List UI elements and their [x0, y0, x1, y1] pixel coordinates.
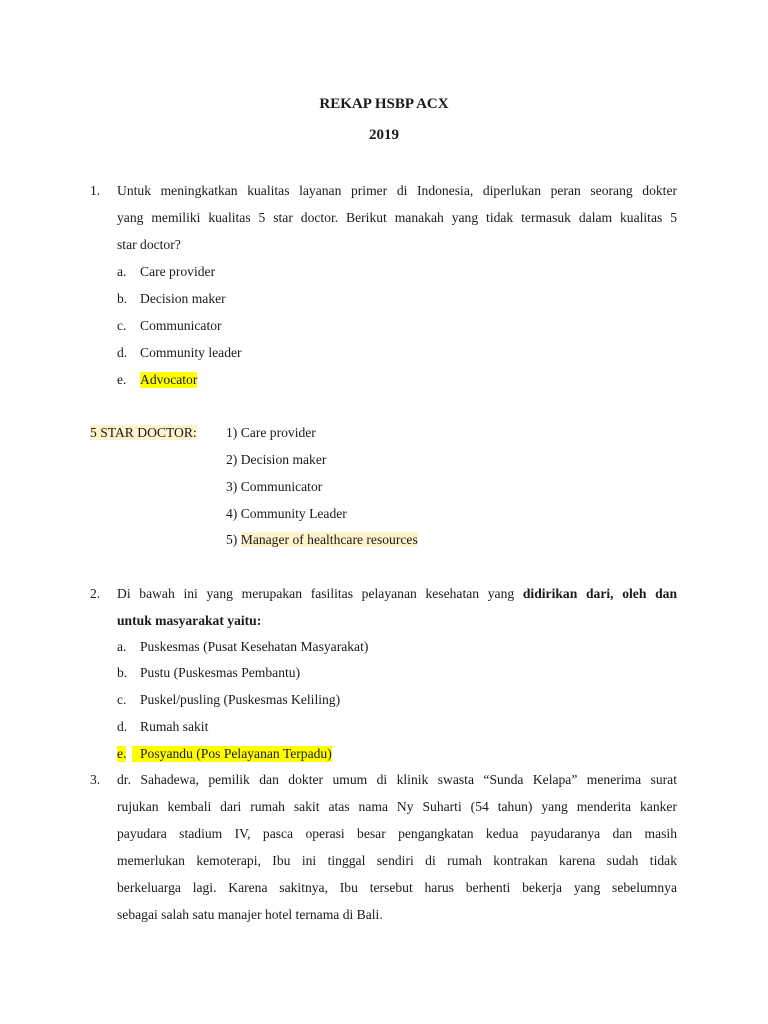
- option-letter: d.: [117, 719, 128, 734]
- answer-highlight: Posyandu (Pos Pelayanan Terpadu): [132, 746, 332, 762]
- question-line: rujukan kembali dari rumah sakit atas nama Ny Suharti (54 tahun) yang menderita kanker: [117, 799, 677, 814]
- question-line: payudara stadium IV, pasca operasi besar pengangkatan kedua payudaranya dan masih: [117, 826, 677, 841]
- star-doctor-item: 3) Communicator: [226, 479, 323, 494]
- option-letter: c.: [117, 692, 127, 707]
- option-text: Pustu (Puskesmas Pembantu): [140, 665, 301, 680]
- option-letter: d.: [117, 345, 128, 360]
- option-text: Communicator: [140, 318, 222, 333]
- star-doctor-item: 4) Community Leader: [226, 506, 347, 521]
- question-text: [117, 177, 677, 258]
- question-text: [117, 766, 677, 928]
- star-doctor-item: 5) Manager of healthcare resources: [226, 532, 418, 547]
- question-line: memerlukan kemoterapi, Ibu ini tinggal sendiri di rumah kontrakan karena sudah tidak: [117, 853, 677, 868]
- question-line: Di bawah ini yang merupakan fasilitas pelayanan kesehatan yang didirikan dari, oleh dan: [117, 586, 678, 601]
- option-text: Rumah sakit: [140, 719, 209, 734]
- question-line: dr. Sahadewa, pemilik dan dokter umum di klinik swasta “Sunda Kelapa” menerima surat: [117, 772, 677, 787]
- option-letter: e.: [117, 372, 127, 387]
- option-text: Care provider: [140, 264, 216, 279]
- document-year: 2019: [369, 127, 399, 143]
- answer-highlight: Manager of healthcare resources: [240, 532, 418, 547]
- question-line: yang memiliki kualitas 5 star doctor. Berikut manakah yang tidak termasuk dalam kualitas 5: [117, 210, 677, 225]
- question-line: sebagai salah satu manajer hotel ternama di Bali.: [117, 907, 383, 922]
- question-line: star doctor?: [117, 237, 181, 252]
- question-number: 1.: [90, 183, 101, 198]
- option-letter: e.: [117, 746, 127, 761]
- question-line: untuk masyarakat yaitu:: [117, 613, 262, 628]
- question-number: 2.: [90, 586, 101, 601]
- option-letter: b.: [117, 665, 128, 680]
- option-text: Puskel/pusling (Puskesmas Keliling): [140, 692, 341, 707]
- question-line: berkeluarga lagi. Karena sakitnya, Ibu tersebut harus berhenti bekerja yang sebelumnya: [117, 880, 677, 895]
- question-number: 3.: [90, 772, 101, 787]
- document-title: REKAP HSBP ACX: [319, 96, 449, 112]
- question-text: [117, 580, 677, 634]
- option-text: Community leader: [140, 345, 242, 360]
- option-letter: a.: [117, 639, 127, 654]
- option-letter: c.: [117, 318, 127, 333]
- answer-highlight: Advocator: [140, 372, 198, 387]
- option-text: Decision maker: [140, 291, 226, 306]
- star-doctor-label: 5 STAR DOCTOR:: [90, 425, 197, 440]
- star-doctor-item: 2) Decision maker: [226, 452, 327, 467]
- option-letter: b.: [117, 291, 128, 306]
- option-letter: a.: [117, 264, 127, 279]
- option-text: Puskesmas (Pusat Kesehatan Masyarakat): [140, 639, 369, 654]
- star-doctor-item: 1) Care provider: [226, 425, 316, 440]
- question-line: Untuk meningkatkan kualitas layanan primer di Indonesia, diperlukan peran seorang dokter: [117, 183, 677, 198]
